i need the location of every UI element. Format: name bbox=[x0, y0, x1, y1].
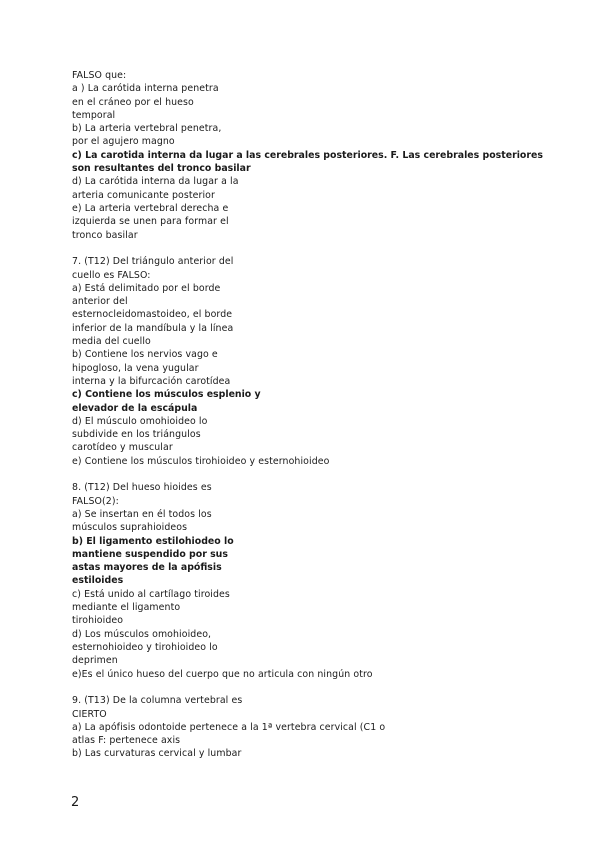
text-line: interna y la bifurcación carotídea bbox=[72, 375, 231, 387]
text-line: arteria comunicante posterior bbox=[72, 189, 215, 201]
text-line: 8. (T12) Del hueso hioides es bbox=[72, 482, 212, 494]
text-line: FALSO que: bbox=[72, 70, 127, 81]
text-line: deprimen bbox=[72, 655, 118, 667]
text-line: hipogloso, la vena yugular bbox=[72, 362, 199, 374]
text-line: 7. (T12) Del triángulo anterior del bbox=[72, 256, 234, 268]
text-line: tirohioideo bbox=[72, 615, 124, 627]
text-line: a) Está delimitado por el borde bbox=[72, 282, 221, 294]
text-line: CIERTO bbox=[72, 708, 107, 720]
text-line: a) Se insertan en él todos los bbox=[72, 508, 212, 520]
text-line: cuello es FALSO: bbox=[72, 269, 151, 281]
text-line: mediante el ligamento bbox=[72, 602, 181, 614]
text-line: tronco basilar bbox=[72, 229, 138, 241]
question-block bbox=[72, 255, 532, 468]
question-block bbox=[72, 694, 532, 760]
text-line: en el cráneo por el hueso bbox=[72, 96, 194, 108]
text-line: d) El músculo omohioideo lo bbox=[72, 415, 208, 427]
text-line: e) Contiene los músculos tirohioideo y esternohioideo bbox=[72, 455, 330, 467]
text-line: 9. (T13) De la columna vertebral es bbox=[72, 695, 243, 707]
text-line: b) La arteria vertebral penetra, bbox=[72, 123, 222, 135]
answer-line-correct: mantiene suspendido por sus bbox=[72, 548, 228, 560]
text-line: a ) La carótida interna penetra bbox=[72, 83, 219, 95]
text-line: músculos suprahioideos bbox=[72, 522, 188, 534]
text-line: esternohioideo y tirohioideo lo bbox=[72, 641, 218, 653]
text-line: b) Contiene los nervios vago e bbox=[72, 349, 218, 361]
answer-line-correct: estiloides bbox=[72, 575, 124, 587]
text-line: anterior del bbox=[72, 296, 128, 308]
text-line: atlas F: pertenece axis bbox=[72, 735, 181, 747]
text-line: FALSO(2): bbox=[72, 495, 119, 507]
answer-line-correct: astas mayores de la apófisis bbox=[72, 562, 222, 574]
answer-line-correct: elevador de la escápula bbox=[72, 402, 198, 414]
text-line: inferior de la mandíbula y la línea bbox=[72, 322, 234, 334]
text-line: temporal bbox=[72, 109, 116, 121]
text-line: d) La carótida interna da lugar a la bbox=[72, 176, 239, 188]
text-line: a) La apófisis odontoide pertenece a la 1ª vertebra cervical (C1 o bbox=[72, 721, 386, 733]
text-line: izquierda se unen para formar el bbox=[72, 216, 229, 228]
answer-line-correct: son resultantes del tronco basilar bbox=[72, 163, 251, 175]
text-line: media del cuello bbox=[72, 336, 151, 348]
paragraph-gap bbox=[72, 242, 532, 255]
answer-line-correct: b) El ligamento estilohiodeo lo bbox=[72, 535, 234, 547]
text-line: por el agujero magno bbox=[72, 136, 175, 148]
paragraph-gap bbox=[72, 681, 532, 694]
answer-line-correct: c) Contiene los músculos esplenio y bbox=[72, 389, 261, 401]
question-block bbox=[72, 481, 532, 680]
text-line: d) Los músculos omohioideo, bbox=[72, 628, 212, 640]
page-content bbox=[72, 69, 543, 761]
text-line: e)Es el único hueso del cuerpo que no articula con ningún otro bbox=[72, 668, 373, 680]
text-line: carotídeo y muscular bbox=[72, 442, 173, 454]
paragraph-gap bbox=[72, 468, 532, 481]
text-line: e) La arteria vertebral derecha e bbox=[72, 202, 229, 214]
text-line: b) Las curvaturas cervical y lumbar bbox=[72, 748, 242, 760]
text-line: esternocleidomastoideo, el borde bbox=[72, 309, 233, 321]
page-number: 2 bbox=[71, 795, 80, 810]
question-block bbox=[72, 69, 543, 242]
text-line: subdivide en los triángulos bbox=[72, 429, 201, 441]
answer-line-correct: c) La carotida interna da lugar a las cerebrales posteriores. F. Las cerebrales posteriores bbox=[72, 149, 543, 161]
text-line: c) Está unido al cartílago tiroides bbox=[72, 588, 230, 600]
